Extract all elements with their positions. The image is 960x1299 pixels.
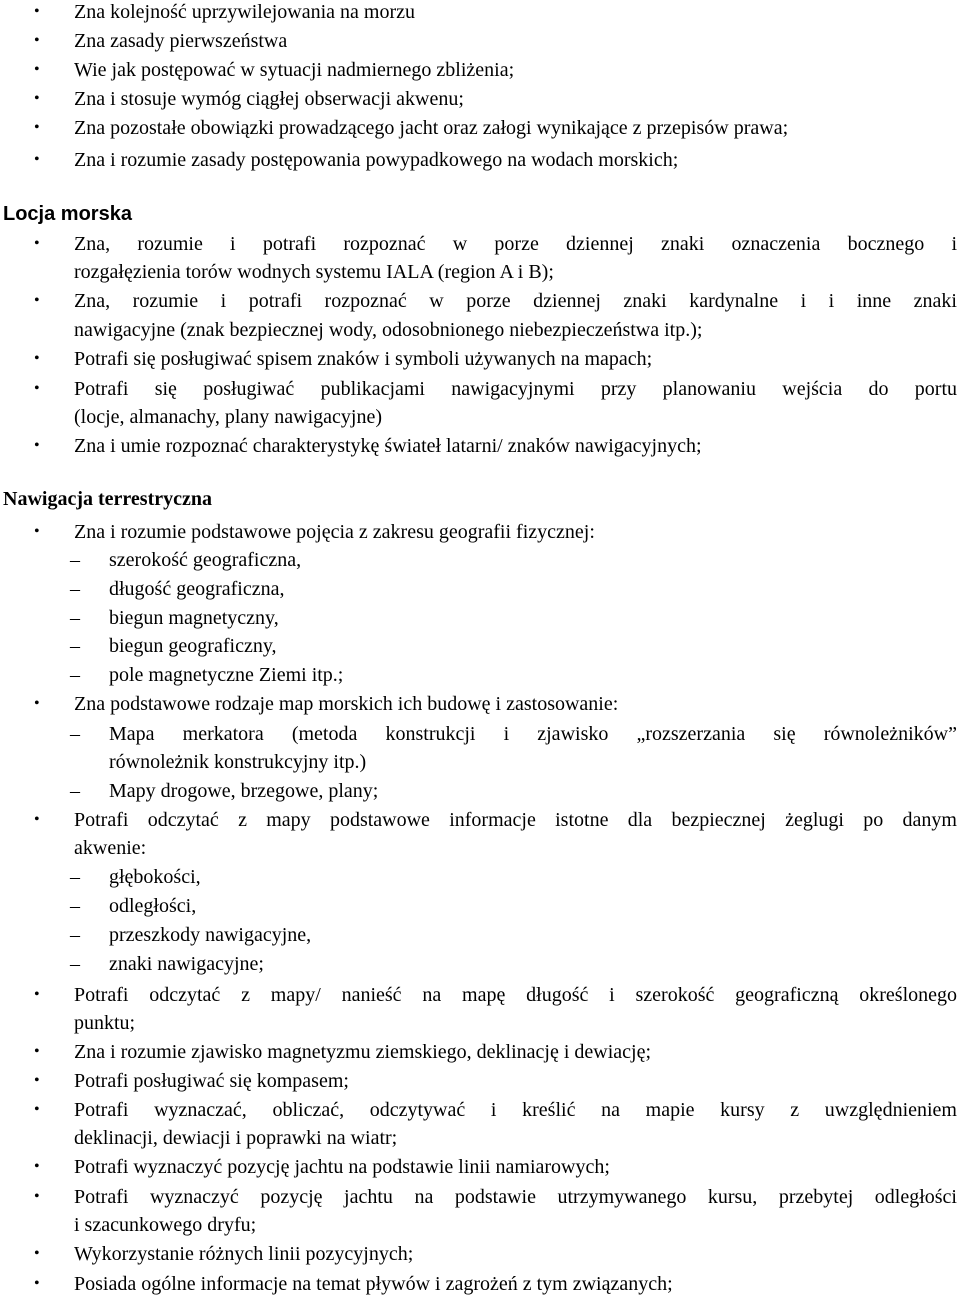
list-item-text: (locje, almanachy, plany nawigacyjne) xyxy=(74,406,383,428)
list-item xyxy=(0,1240,960,1268)
list-item xyxy=(0,1067,960,1095)
bullet-icon: • xyxy=(34,523,40,540)
bullet-icon: • xyxy=(34,986,40,1003)
bullet-icon: • xyxy=(34,695,40,712)
dash-icon: – xyxy=(70,866,80,888)
sub-list-item-text: biegun geograficzny, xyxy=(109,635,277,657)
list-item-text: Zna podstawowe rodzaje map morskich ich budowę i zastosowanie: xyxy=(74,693,619,715)
dash-icon: – xyxy=(70,780,80,802)
list-item-text: Zna kolejność uprzywilejowania na morzu xyxy=(74,1,415,23)
list-item xyxy=(0,230,960,258)
list-item-text: Potrafi się posługiwać publikacjami nawigacyjnymi przy planowaniu wejścia do portu xyxy=(74,378,957,400)
list-item xyxy=(0,345,960,373)
section-heading-nawigacja xyxy=(0,485,960,513)
list-item-text: Potrafi odczytać z mapy podstawowe informacje istotne dla bezpiecznej żeglugi po danym xyxy=(74,809,957,831)
list-item-text: Wykorzystanie różnych linii pozycyjnych; xyxy=(74,1243,414,1265)
sub-list-item-text: biegun magnetyczny, xyxy=(109,607,279,629)
list-item xyxy=(0,287,960,315)
sub-list-item xyxy=(0,661,960,689)
list-item-text: Potrafi odczytać z mapy/ nanieść na mapę długość i szerokość geograficzną określonego xyxy=(74,984,957,1006)
sub-list-item xyxy=(0,892,960,920)
list-item xyxy=(0,981,960,1009)
bullet-icon: • xyxy=(34,1245,40,1262)
bullet-icon: • xyxy=(34,1275,40,1292)
dash-icon: – xyxy=(70,953,80,975)
list-item-continuation xyxy=(0,1124,960,1152)
list-item xyxy=(0,375,960,403)
list-item-text: Potrafi wyznaczyć pozycję jachtu na podstawie utrzymywanego kursu, przebytej odległości xyxy=(74,1186,957,1208)
list-item xyxy=(0,146,960,174)
sub-list-item xyxy=(0,720,960,748)
list-item xyxy=(0,0,960,26)
sub-list-item xyxy=(0,604,960,632)
sub-list-item-text: równoleżnik konstrukcyjny itp.) xyxy=(109,751,367,773)
list-item-text: Zna i rozumie zasady postępowania powypadkowego na wodach morskich; xyxy=(74,149,679,171)
sub-list-item-text: Mapa merkatora (metoda konstrukcji i zjawisko „rozszerzania się równoleżników” xyxy=(109,723,957,745)
dash-icon: – xyxy=(70,924,80,946)
sub-list-item xyxy=(0,950,960,978)
bullet-icon: • xyxy=(34,437,40,454)
list-item xyxy=(0,85,960,113)
list-item-text: i szacunkowego dryfu; xyxy=(74,1214,257,1236)
dash-icon: – xyxy=(70,635,80,657)
sub-list-item-text: odległości, xyxy=(109,895,197,917)
list-item-text: Wie jak postępować w sytuacji nadmiernego zbliżenia; xyxy=(74,59,515,81)
list-item xyxy=(0,806,960,834)
list-item-text: Potrafi się posługiwać spisem znaków i symboli używanych na mapach; xyxy=(74,348,653,370)
bullet-icon: • xyxy=(34,119,40,136)
bullet-icon: • xyxy=(34,32,40,49)
list-item-text: Zna zasady pierwszeństwa xyxy=(74,30,288,52)
list-item-text: rozgałęzienia torów wodnych systemu IALA (region A i B); xyxy=(74,261,554,283)
sub-list-item-text: pole magnetyczne Ziemi itp.; xyxy=(109,664,344,686)
list-item-continuation xyxy=(0,258,960,286)
sub-list-item-text: głębokości, xyxy=(109,866,201,888)
list-item xyxy=(0,1153,960,1181)
list-item-continuation xyxy=(0,1211,960,1239)
bullet-icon: • xyxy=(34,235,40,252)
bullet-icon: • xyxy=(34,1101,40,1118)
sub-list-item xyxy=(0,575,960,603)
list-item-continuation xyxy=(0,316,960,344)
list-item-text: Potrafi wyznaczyć pozycję jachtu na podstawie linii namiarowych; xyxy=(74,1156,610,1178)
dash-icon: – xyxy=(70,664,80,686)
sub-list-item-text: Mapy drogowe, brzegowe, plany; xyxy=(109,780,379,802)
list-item xyxy=(0,27,960,55)
sub-list-item-text: długość geograficzna, xyxy=(109,578,285,600)
list-item-text: Zna pozostałe obowiązki prowadzącego jacht oraz załogi wynikające z przepisów prawa; xyxy=(74,117,789,139)
section-heading: Nawigacja terrestryczna xyxy=(3,488,212,510)
list-item xyxy=(0,690,960,718)
sub-list-item-continuation xyxy=(0,748,960,776)
bullet-icon: • xyxy=(34,380,40,397)
list-item xyxy=(0,518,960,546)
list-item-text: Zna, rozumie i potrafi rozpoznać w porze dziennej znaki kardynalne i i inne znaki xyxy=(74,290,957,312)
list-item-text: nawigacyjne (znak bezpiecznej wody, odosobnionego niebezpieczeństwa itp.); xyxy=(74,319,703,341)
bullet-icon: • xyxy=(34,350,40,367)
list-item xyxy=(0,1270,960,1298)
section-heading-locja xyxy=(0,200,960,228)
bullet-icon: • xyxy=(34,151,40,168)
sub-list-item-text: znaki nawigacyjne; xyxy=(109,953,264,975)
sub-list-item xyxy=(0,632,960,660)
section-heading: Locja morska xyxy=(3,203,132,225)
dash-icon: – xyxy=(70,895,80,917)
list-item-text: Zna i umie rozpoznać charakterystykę świateł latarni/ znaków nawigacyjnych; xyxy=(74,435,702,457)
list-item-text: punktu; xyxy=(74,1012,136,1034)
bullet-icon: • xyxy=(34,90,40,107)
dash-icon: – xyxy=(70,607,80,629)
list-item xyxy=(0,56,960,84)
bullet-icon: • xyxy=(34,3,40,20)
bullet-icon: • xyxy=(34,61,40,78)
list-item xyxy=(0,114,960,142)
list-item xyxy=(0,432,960,460)
list-item-continuation xyxy=(0,1009,960,1037)
bullet-icon: • xyxy=(34,1158,40,1175)
sub-list-item xyxy=(0,863,960,891)
sub-list-item xyxy=(0,921,960,949)
list-item-text: Zna i stosuje wymóg ciągłej obserwacji akwenu; xyxy=(74,88,464,110)
list-item-continuation xyxy=(0,834,960,862)
list-item xyxy=(0,1096,960,1124)
bullet-icon: • xyxy=(34,1188,40,1205)
list-item-text: Zna i rozumie zjawisko magnetyzmu ziemskiego, deklinację i dewiację; xyxy=(74,1041,652,1063)
dash-icon: – xyxy=(70,549,80,571)
sub-list-item-text: szerokość geograficzna, xyxy=(109,549,302,571)
list-item-text: Zna, rozumie i potrafi rozpoznać w porze dziennej znaki oznaczenia bocznego i xyxy=(74,233,957,255)
list-item xyxy=(0,1038,960,1066)
list-item-text: Potrafi posługiwać się kompasem; xyxy=(74,1070,349,1092)
sub-list-item xyxy=(0,546,960,574)
list-item xyxy=(0,1183,960,1211)
list-item-continuation xyxy=(0,403,960,431)
bullet-icon: • xyxy=(34,1072,40,1089)
dash-icon: – xyxy=(70,578,80,600)
bullet-icon: • xyxy=(34,1043,40,1060)
list-item-text: Potrafi wyznaczać, obliczać, odczytywać i kreślić na mapie kursy z uwzględnieniem xyxy=(74,1099,957,1121)
bullet-icon: • xyxy=(34,292,40,309)
list-item-text: deklinacji, dewiacji i poprawki na wiatr; xyxy=(74,1127,398,1149)
sub-list-item xyxy=(0,777,960,805)
list-item-text: Zna i rozumie podstawowe pojęcia z zakresu geografii fizycznej: xyxy=(74,521,595,543)
bullet-icon: • xyxy=(34,811,40,828)
list-item-text: Posiada ogólne informacje na temat pływów i zagrożeń z tym związanych; xyxy=(74,1273,673,1295)
dash-icon: – xyxy=(70,723,80,745)
list-item-text: akwenie: xyxy=(74,837,147,859)
sub-list-item-text: przeszkody nawigacyjne, xyxy=(109,924,312,946)
